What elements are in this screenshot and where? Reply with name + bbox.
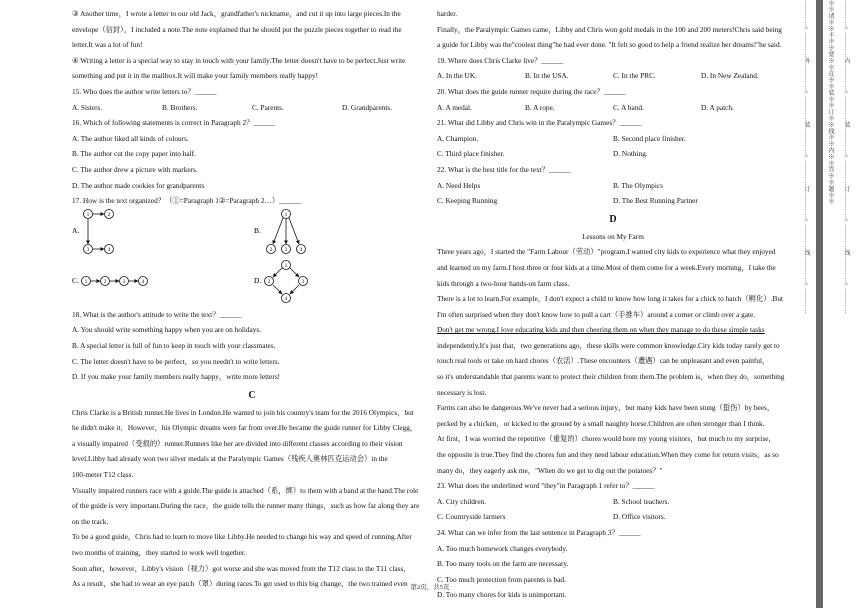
- passage-line: touch real tools or take on hard chores（农活）.These encounters（遭遇）can be unpleasant and even painful，: [437, 356, 770, 366]
- svg-text:1: 1: [284, 211, 288, 218]
- question-21-stem: 21. What did Libby and Chris win in the Paralympic Games？______: [437, 118, 642, 128]
- option: C. Parents.: [252, 102, 284, 112]
- option: D. Nothing.: [613, 149, 648, 159]
- option: B. Brothers.: [162, 102, 198, 112]
- passage-line: To be a good guide，Chris had to learn to move like Libby.He needed to change his way and speed of running.After: [72, 532, 412, 542]
- passage-line: Farms can also be dangerous.We've never had a serious injury，but many kids have been stung（蜇伤）by bees，: [437, 403, 775, 413]
- question-17-stem: 17. How is the text organized？（①=Paragraph 1②=Paragraph 2…）______: [72, 196, 302, 206]
- binding-line-outer: …………○…………外…………○…………装…………○…………订…………○…………线…………○…………: [803, 0, 809, 314]
- passage-line: he didn't make it．However，his Olympic dreams were far from over.He became the guide runner for Libby Clegg，: [72, 423, 418, 433]
- svg-text:3: 3: [284, 246, 288, 253]
- section-c-heading: C: [248, 389, 256, 401]
- passage-line: independently.It's just that，two generations ago，these skills were common knowledge.City kids today rarely get to: [437, 340, 780, 350]
- passage-line: I'm often surprised when they don't know how to pull a cart（手推车）around a corner or climb over a gate.: [437, 309, 756, 319]
- passage-line: and learned on my farm.I host three or four kids at a time.Most of them come for a week.Every morning，I take the: [437, 262, 776, 272]
- binding-notice: ※※请※※不※※要※※在※※装※※订※※线※※内※※答※※题※※: [827, 0, 833, 205]
- option-b-label: B.: [254, 225, 261, 235]
- passage-line: on the track.: [72, 516, 109, 526]
- passage-line: At first，I was worried the repetitive（重复的）chores would bore my young visitors，but much to my surprise，: [437, 434, 776, 444]
- text-line: ③ Another time，I wrote a letter to our old Jack，grandfather's nickname，and cut it up into large pieces.In the: [72, 9, 401, 18]
- option: B. School teachers.: [613, 496, 670, 506]
- option: B. In the USA.: [525, 71, 569, 81]
- option: A. City children.: [437, 496, 487, 506]
- passage-line: kids through a two-hour hands-on farm class.: [437, 278, 570, 288]
- organization-diagrams: [72, 209, 432, 307]
- passage-d-title: Lessons on My Farm: [582, 231, 644, 241]
- svg-text:2: 2: [269, 246, 273, 253]
- option: D. Office visitors.: [613, 512, 666, 522]
- question-24-stem: 24. What can we infer from the last sentence in Paragraph 3？______: [437, 528, 641, 537]
- passage-line: many do，they eagerly ask me，"When do we get to dig out the potatoes？": [437, 465, 663, 475]
- question-21-options-row1: [437, 131, 789, 147]
- question-19-options: [437, 68, 789, 84]
- option: B. A rope.: [525, 102, 555, 112]
- option: C. A band.: [613, 102, 644, 112]
- binding-strip: [816, 0, 823, 608]
- svg-text:3: 3: [301, 278, 305, 285]
- option: B. The Olympics: [613, 180, 663, 190]
- option: C. The author drew a picture with markers.: [72, 164, 198, 174]
- text-line: envelope（信封），I included a note.The note explained that he should put the puzzle pieces together to read the: [72, 24, 402, 34]
- option: A. Too much homework changes everybody.: [437, 543, 568, 553]
- question-16-stem: 16. Which of following statements is correct in Paragraph 2？______: [72, 118, 276, 128]
- passage-line: Three years ago，I started the "Farm Labour（劳动）"program.I wanted city kids to experience what they enjoyed: [437, 247, 776, 257]
- passage-line: As a result，she had to wear an eye patch（罩）during races.To get used to this big change，the two trained even: [72, 579, 408, 589]
- option: B. A special letter is full of fun to keep in touch with your classmates.: [72, 340, 276, 350]
- question-22-stem: 22. What is the best title for the text？______: [437, 164, 571, 174]
- passage-line: level.Libby had already won two silver medals at the Paralympic Games（残疾人奥林匹克运动会）in the: [72, 454, 388, 464]
- option: A. Sisters.: [72, 102, 103, 112]
- option-c-label: C.: [72, 275, 79, 285]
- passage-line: Chris Clarke is a British runner.He lives in London.He wanted to join his country's team for the 2016 Olympics，but: [72, 407, 414, 417]
- left-column: [72, 6, 432, 592]
- option: D. Grandparents.: [342, 102, 393, 112]
- text-line: a guide for Libby was the"coolest thing"he had ever done. "It felt so good to help a friend realize her dreams!"he said.: [437, 40, 782, 50]
- option: A. Need Helps: [437, 180, 481, 190]
- question-23-options-row1: [437, 494, 789, 510]
- passage-line: necessary is lost.: [437, 387, 487, 397]
- section-d-heading: D: [609, 213, 617, 225]
- option: C. Third place finisher.: [437, 149, 505, 159]
- option: B. Second place finisher.: [613, 133, 686, 143]
- option: D. The author made cookies for grandparents: [72, 180, 205, 190]
- svg-text:4: 4: [107, 246, 111, 253]
- svg-text:1: 1: [284, 262, 288, 269]
- svg-text:2: 2: [103, 278, 107, 285]
- passage-line: the opposite is true.They find the chores fun and they need labour education.When they come for return visits，as so: [437, 450, 779, 460]
- passage-line: of the guide is very important.During the race，the guide tells the runner many things，such as how far along they are: [72, 501, 420, 511]
- diagram-node-labels: [85, 212, 305, 302]
- svg-text:4: 4: [284, 295, 288, 302]
- passage-line: two months of training，they started to work well together.: [72, 548, 246, 558]
- passage-line: Soon after，however，Libby's vision（视力）got worse and she was moved from the T12 class to the T11 class，: [72, 563, 411, 573]
- question-21-options-row2: [437, 146, 789, 162]
- option: C. The letter doesn't have to be perfect，so you needn't to write letters.: [72, 356, 280, 366]
- text-line: harder.: [437, 9, 458, 18]
- svg-text:1: 1: [84, 278, 88, 285]
- right-column: [437, 6, 789, 603]
- svg-text:1: 1: [86, 211, 90, 218]
- question-18-stem: 18. What is the author's attitude to write the text？______: [72, 309, 242, 319]
- passage-line: pecked by a chicken，or kicked to the ground by a small naughty horse.Children are often stronger than I think.: [437, 418, 765, 428]
- passage-line: a visually impaired（受损的）runner.Runners like her are divided into different classes according to their vision: [72, 438, 403, 448]
- option: D. If you make your family members really happy，write more letters!: [72, 372, 281, 382]
- binding-margin: [796, 0, 860, 608]
- option: A. The author liked all kinds of colours.: [72, 133, 189, 143]
- option: B. The author cut the copy paper into half.: [72, 149, 196, 159]
- question-20-options: [437, 100, 789, 116]
- text-line: something and put it in the mailbox.It will make your family members really happy!: [72, 71, 319, 81]
- option: A. In the UK.: [437, 71, 477, 81]
- binding-line-inner: …………○…………内…………○…………装…………○…………订…………○…………线…………○…………: [843, 0, 849, 314]
- question-22-options-row1: [437, 178, 789, 194]
- option: D. In New Zealand.: [701, 71, 759, 81]
- option-d-label: D.: [254, 275, 262, 285]
- question-15-stem: 15. Who does the author write letters to？______: [72, 86, 217, 96]
- question-15-options: [72, 100, 432, 116]
- diagram-c: [82, 276, 148, 285]
- question-23-stem: 23. What does the underlined word "they"in Paragraph 1 refer to？______: [437, 481, 655, 491]
- option-a-label: A.: [72, 225, 80, 235]
- option: A. Champion.: [437, 133, 479, 143]
- svg-text:2: 2: [267, 278, 271, 285]
- option: C. In the PRC.: [613, 71, 656, 81]
- svg-text:2: 2: [107, 211, 111, 218]
- option: D. Too many chores for kids is unimportant.: [437, 590, 567, 600]
- option: D. A patch.: [701, 102, 734, 112]
- passage-line: Don't get me wrong.I love educating kids and then cheering them on when they manage to do these simple tasks: [437, 325, 765, 335]
- question-20-stem: 20. What does the guide runner require during the race？______: [437, 86, 626, 96]
- option: A. A medal.: [437, 102, 472, 112]
- question-17-diagrams: [72, 209, 432, 307]
- option: C. Keeping Running: [437, 196, 498, 206]
- passage-line: There is a lot to learn.For example，I don't expect a child to know how long it takes for a chick to hatch（孵化）.But: [437, 294, 784, 304]
- passage-line: Visually impaired runners race with a guide.The guide is attached（系，绑）to them with a band at the hand.The role: [72, 485, 419, 495]
- option: B. Too many tools on the farm are necessary.: [437, 559, 569, 569]
- svg-text:4: 4: [299, 246, 303, 253]
- svg-text:4: 4: [141, 278, 145, 285]
- question-23-options-row2: [437, 509, 789, 525]
- text-line: Finally，the Paralympic Games came，Libby and Chris won gold medals in the 100 and 200 meters!Chris said being: [437, 24, 782, 34]
- svg-text:3: 3: [122, 278, 126, 285]
- text-line: ④ Writing a letter is a special way to stay in touch with your family.The letter doesn't have to be perfect.Just write: [72, 55, 406, 65]
- passage-line: so it's understandable that parents want to protect their children from them.The problem is，when they do，something: [437, 372, 785, 382]
- page-number: 第2页，共5页: [410, 584, 450, 591]
- option: C. Too much protection from parents is bad.: [437, 574, 566, 584]
- question-22-options-row2: [437, 193, 789, 209]
- question-19-stem: 19. Where does Chris Clarke live？______: [437, 55, 564, 65]
- svg-text:3: 3: [86, 246, 90, 253]
- text-line: letter.It was a lot of fun!: [72, 40, 143, 50]
- option: D. The Best Running Partner: [613, 196, 698, 206]
- option: C. Countryside farmers: [437, 512, 506, 522]
- passage-line: 100-meter T12 class.: [72, 470, 134, 480]
- option: A. You should write something happy when you are on holidays.: [72, 325, 262, 335]
